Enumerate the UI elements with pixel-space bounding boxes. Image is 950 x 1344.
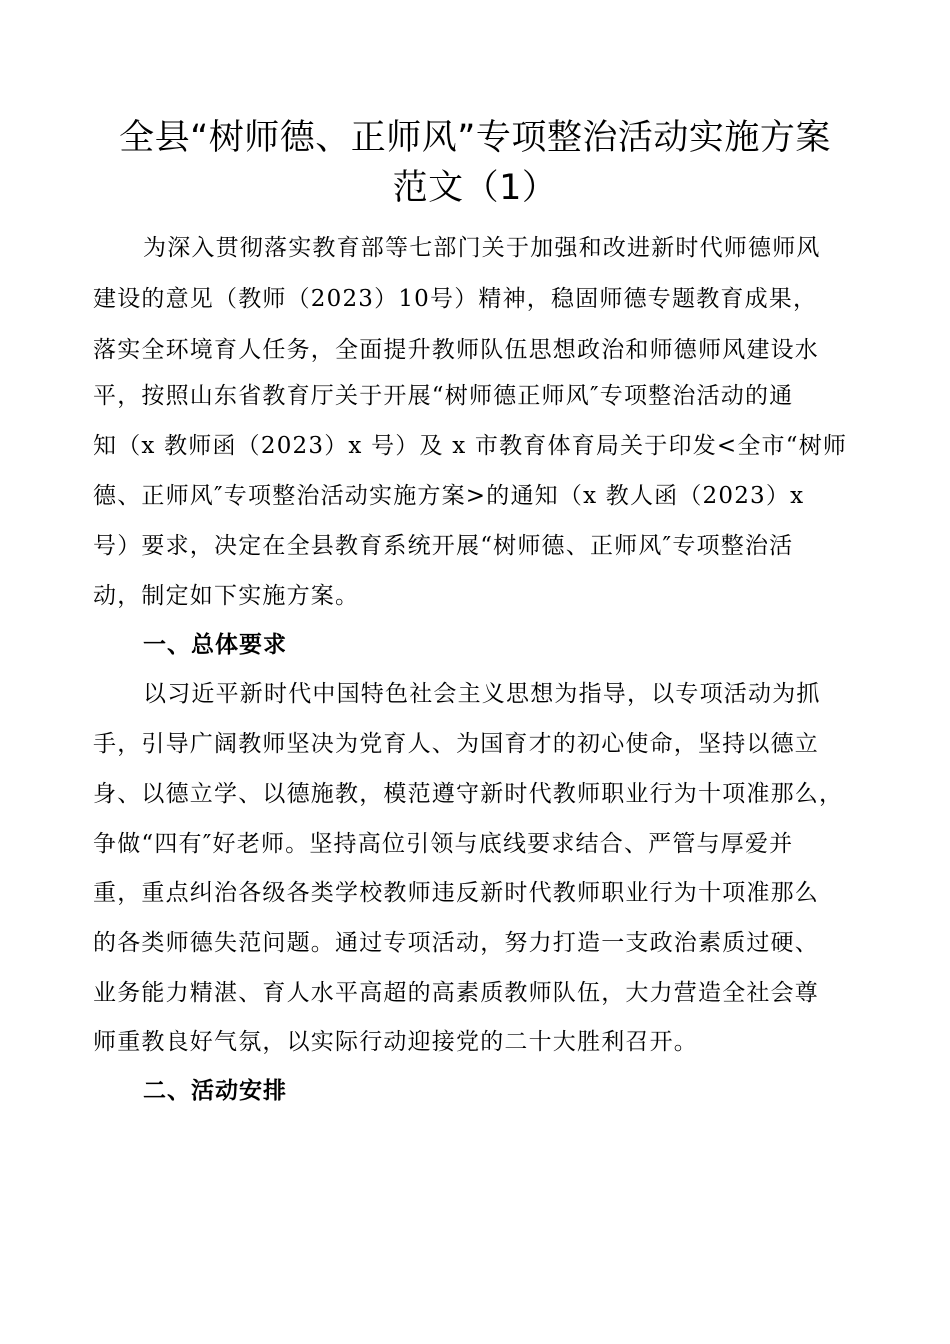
intro-line-8: 动，制定如下实施方案。 (93, 583, 360, 609)
section-heading-activity-arrangement: 二、活动安排 (143, 1078, 287, 1104)
document-title-line-1: 全县“树师德、正师风”专项整治活动实施方案 (119, 118, 831, 158)
section1-line-2: 手，引导广阔教师坚决为党育人、为国育才的初心使命，坚持以德立 (93, 731, 819, 757)
section1-line-6: 的各类师德失范问题。通过专项活动，努力打造一支政治素质过硬、 (93, 930, 819, 956)
section1-line-4: 争做“四有″好老师。坚持高位引领与底线要求结合、严管与厚爱并 (93, 831, 794, 857)
section1-line-1: 以习近平新时代中国特色社会主义思想为指导，以专项活动为抓 (143, 681, 821, 707)
intro-line-1: 为深入贯彻落实教育部等七部门关于加强和改进新时代师德师风 (143, 235, 821, 261)
intro-line-7: 号）要求，决定在全县教育系统开展“树师德、正师风″专项整治活 (93, 533, 794, 559)
intro-line-3: 落实全环境育人任务，全面提升教师队伍思想政治和师德师风建设水 (93, 337, 819, 363)
section-heading-overall-requirements: 一、总体要求 (143, 632, 287, 658)
section1-line-8: 师重教良好气氛，以实际行动迎接党的二十大胜利召开。 (93, 1029, 698, 1055)
intro-line-2: 建设的意见（教师（2023）10号）精神，稳固师德专题教育成果， (93, 286, 818, 312)
section1-line-3: 身、以德立学、以德施教，模范遵守新时代教师职业行为十项准那么， (93, 781, 844, 807)
intro-line-5: 知（x 教师函（2023）x 号）及 x 市教育体育局关于印发<全市“树师 (93, 433, 848, 459)
document-title-line-2: 范文（1） (392, 168, 558, 208)
intro-line-4: 平，按照山东省教育厅关于开展“树师德正师风″专项整治活动的通 (93, 383, 794, 409)
section1-line-7: 业务能力精湛、育人水平高超的高素质教师队伍，大力营造全社会尊 (93, 980, 819, 1006)
intro-line-6: 德、正师风″专项整治活动实施方案>的通知（x 教人函（2023）x (93, 483, 805, 509)
section1-line-5: 重，重点纠治各级各类学校教师违反新时代教师职业行为十项准那么 (93, 880, 819, 906)
